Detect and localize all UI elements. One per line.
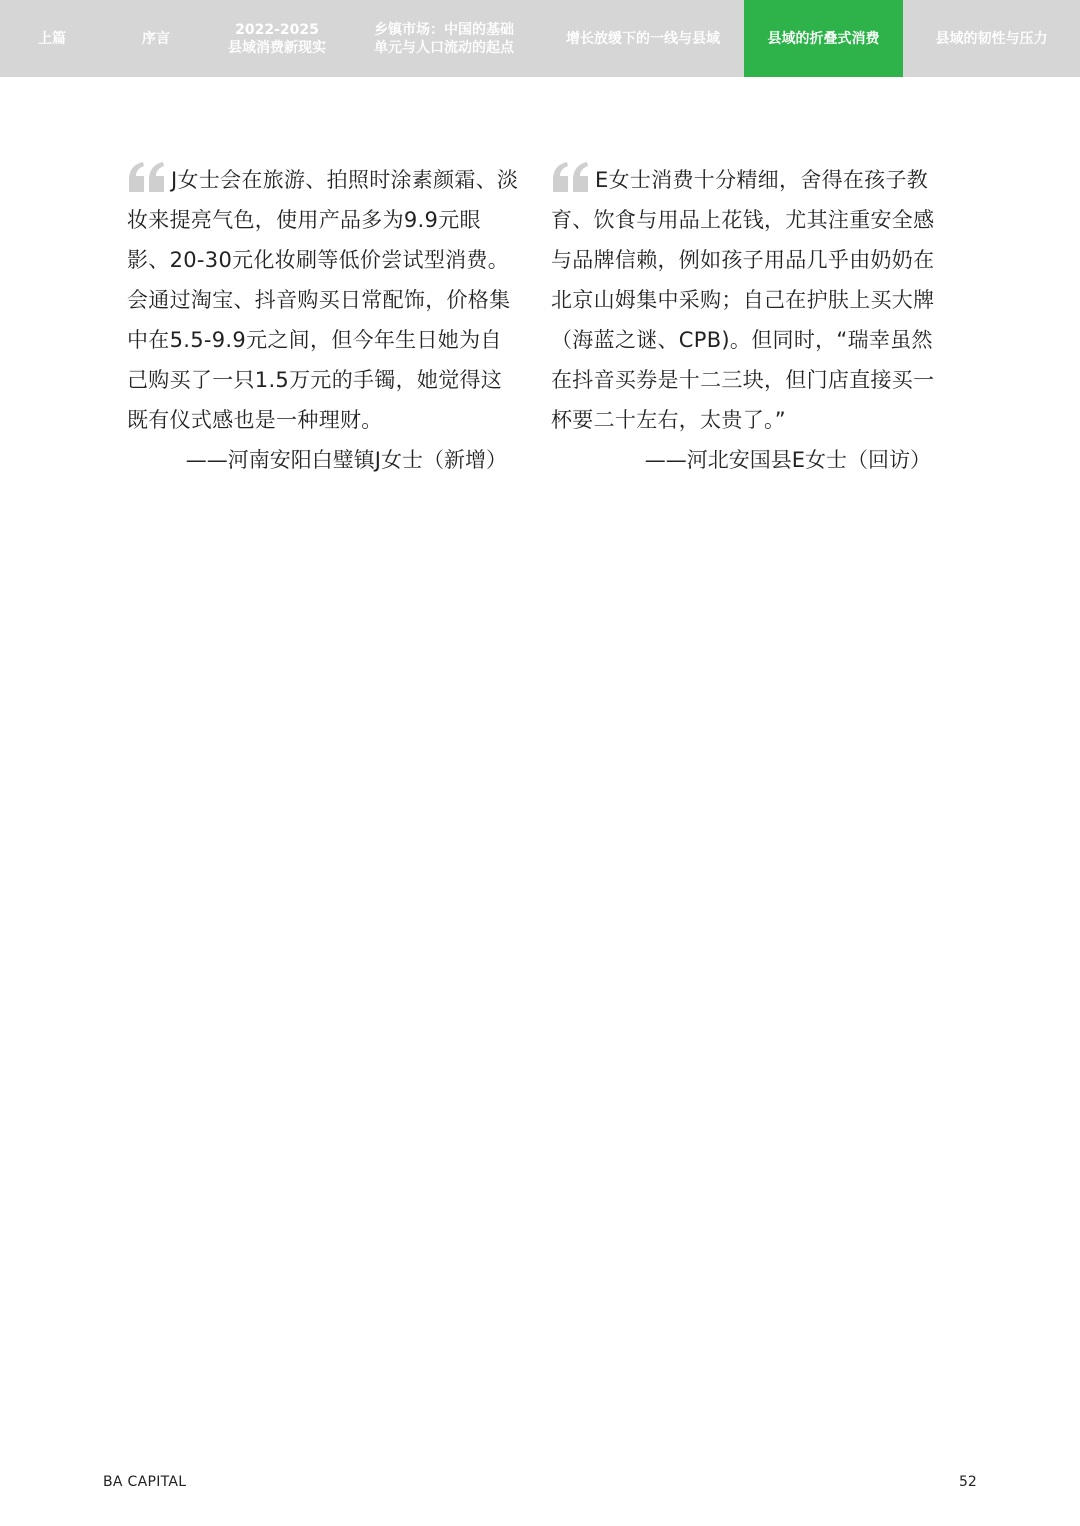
tab-preface[interactable] bbox=[104, 0, 208, 77]
quote-text: E女士消费十分精细，舍得在孩子教育、饮食与用品上花钱，尤其注重安全感与品牌信赖，例如孩子用品几乎由奶奶在北京山姆集中采购；自己在护肤上买大牌（海蓝之谜、CPB)。但同时，“瑞幸虽然在抖音买券是十二三块，但门店直接买一杯要二十左右，太贵了。” bbox=[551, 168, 935, 432]
quote-block-left bbox=[127, 160, 519, 480]
tab-label: 增长放缓下的一线与县域 bbox=[566, 30, 720, 47]
quote-attribution: ——河北安国县E女士（回访） bbox=[644, 448, 931, 472]
tab-label: 县域的韧性与压力 bbox=[935, 30, 1048, 47]
tab-county-consumption-reality[interactable] bbox=[208, 0, 346, 77]
tab-label: 县域的折叠式消费 bbox=[767, 30, 880, 47]
tab-township-market[interactable] bbox=[346, 0, 542, 77]
quote-block-right bbox=[551, 160, 943, 480]
quote-mark-icon bbox=[127, 162, 167, 192]
quote-attribution: ——河南安阳白璧镇J女士（新增） bbox=[185, 448, 507, 472]
tab-folded-consumption[interactable] bbox=[744, 0, 903, 77]
tab-label-line-2: 单元与人口流动的起点 bbox=[374, 39, 514, 56]
tab-label: 上篇 bbox=[38, 30, 66, 47]
tab-label: 序言 bbox=[142, 30, 170, 47]
footer-brand: BA CAPITAL bbox=[103, 1474, 187, 1490]
tab-slowing-growth[interactable] bbox=[542, 0, 744, 77]
tab-label-line-2: 县域消费新现实 bbox=[228, 39, 326, 56]
tab-label-line-1: 乡镇市场：中国的基础 bbox=[374, 21, 514, 38]
tab-county-resilience[interactable] bbox=[903, 0, 1080, 77]
top-navigation-bar bbox=[0, 0, 1080, 77]
tab-label-line-1: 2022-2025 bbox=[235, 21, 319, 38]
tab-part-one[interactable] bbox=[0, 0, 104, 77]
quote-mark-icon bbox=[551, 162, 591, 192]
page-number: 52 bbox=[959, 1474, 977, 1490]
quote-text: J女士会在旅游、拍照时涂素颜霜、淡妆来提亮气色，使用产品多为9.9元眼影、20-30元化妆刷等低价尝试型消费。会通过淘宝、抖音购买日常配饰，价格集中在5.5-9.9元之间，但今年生日她为自己购买了一只1.5万元的手镯，她觉得这既有仪式感也是一种理财。 bbox=[127, 168, 519, 432]
